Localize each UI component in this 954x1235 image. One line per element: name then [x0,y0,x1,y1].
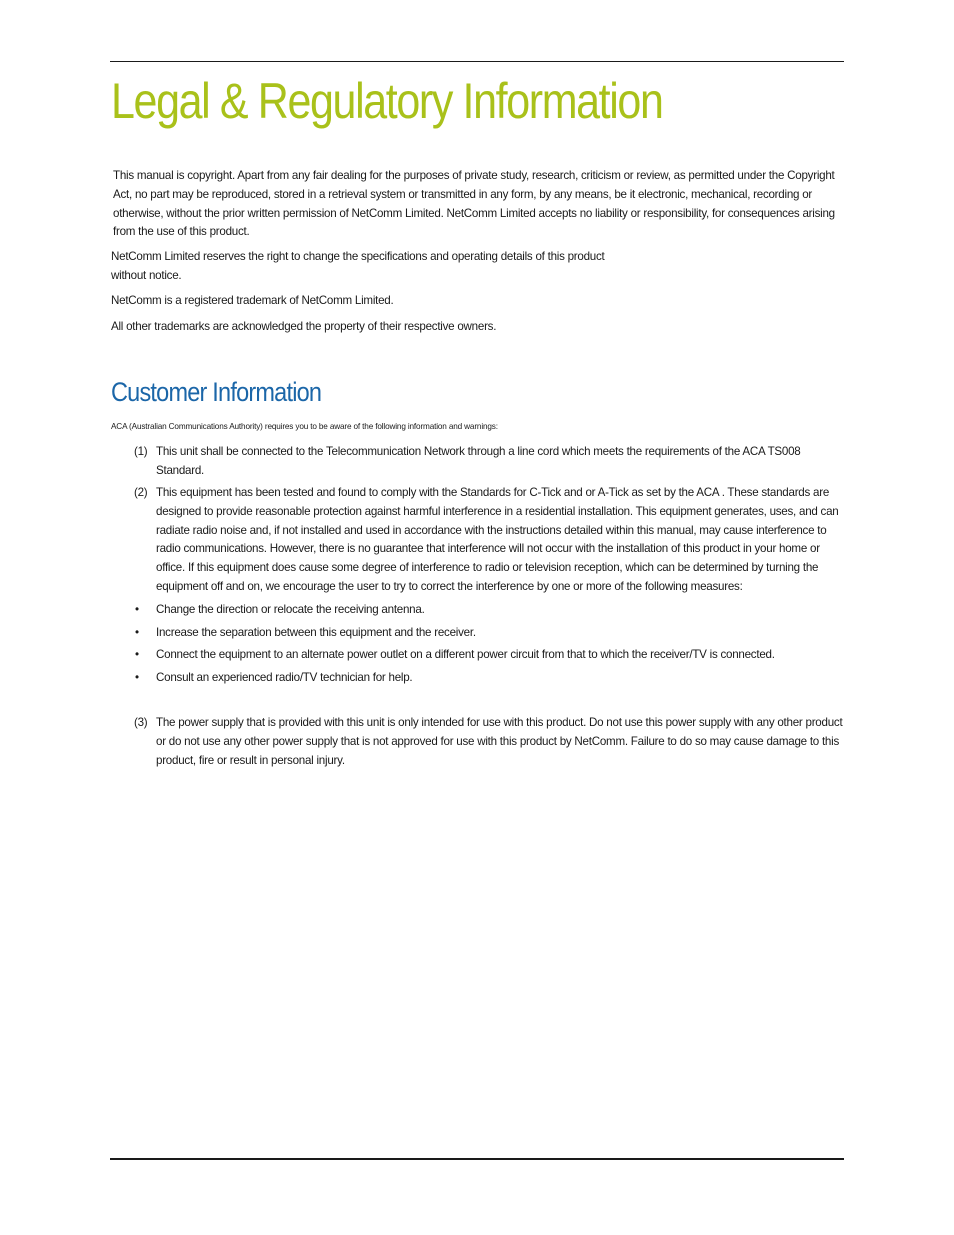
bullet-item [111,669,844,688]
page-content [111,62,844,770]
item-marker: (2) [134,485,148,499]
item-text: The power supply that is provided with this unit is only intended for use with this product. Do not use this power supply with any other product or do not use any other power supply that is not approved for use with this product by NetComm. Failure to do so may cause damage to this product, fire or result in personal injury. [156,715,843,767]
bullet-item [111,601,844,620]
bullet-text: Connect the equipment to an alternate power outlet on a different power circuit from that to which the receiver/TV is connected. [156,648,775,662]
bullet-item [111,646,844,665]
bullet-text: Consult an experienced radio/TV technician for help. [156,671,413,685]
copyright-paragraph: This manual is copyright. Apart from any fair dealing for the purposes of private study, research, criticism or review, as permitted under the Copyright Act, no part may be reproduced, stored in a retrieval system or transmitted in any form, by any means, be it electronic, mechanical, recording or otherwise, without the prior written permission of NetComm Limited. NetComm Limited accepts no liability or responsibility, for consequences arising from the use of this product. [113,169,835,239]
bullet-text: Increase the separation between this equipment and the receiver. [156,625,476,639]
item-marker: (3) [134,715,148,729]
bullet-icon: • [135,625,139,639]
customer-information-heading: Customer Information [111,377,322,408]
specifications-line-2: without notice. [111,268,182,282]
numbered-item-2 [111,484,844,597]
specifications-paragraph [111,248,844,286]
item-text: This equipment has been tested and found to comply with the Standards for C-Tick and or A-Tick as set by the ACA . These standards are designed to provide reasonable protection against harmful interference in a residential installation. This equipment generates, uses, and can radiate radio noise and, if not installed and used in accordance with the instructions detailed within this manual, may cause interference to radio communications. However, there is no guarantee that interference will not occur with the installation of this product in your home or office. If this equipment does cause some degree of interference to radio or television reception, which can be determined by turning the equipment off and on, we encourage the user to try to correct the interference by one or more of the following measures: [156,485,839,593]
aca-intro: ACA (Australian Communications Authority) requires you to be aware of the following information and warnings: [111,422,498,432]
bullet-icon: • [135,671,139,685]
bullet-icon: • [135,602,139,616]
numbered-item-1 [111,443,844,481]
bullet-icon: • [135,648,139,662]
trademark-paragraph: NetComm is a registered trademark of NetComm Limited. [111,293,394,307]
item-marker: (1) [134,445,148,459]
bullet-text: Change the direction or relocate the receiving antenna. [156,602,425,616]
bottom-rule [110,1158,844,1160]
bullet-item [111,624,844,643]
numbered-item-3 [111,714,844,770]
specifications-line-1: NetComm Limited reserves the right to change the specifications and operating details of this product [111,250,605,264]
item-text: This unit shall be connected to the Telecommunication Network through a line cord which meets the requirements of the ACA TS008 Standard. [156,445,801,478]
page-title: Legal & Regulatory Information [111,73,663,129]
other-trademarks-paragraph: All other trademarks are acknowledged the property of their respective owners. [111,319,497,333]
